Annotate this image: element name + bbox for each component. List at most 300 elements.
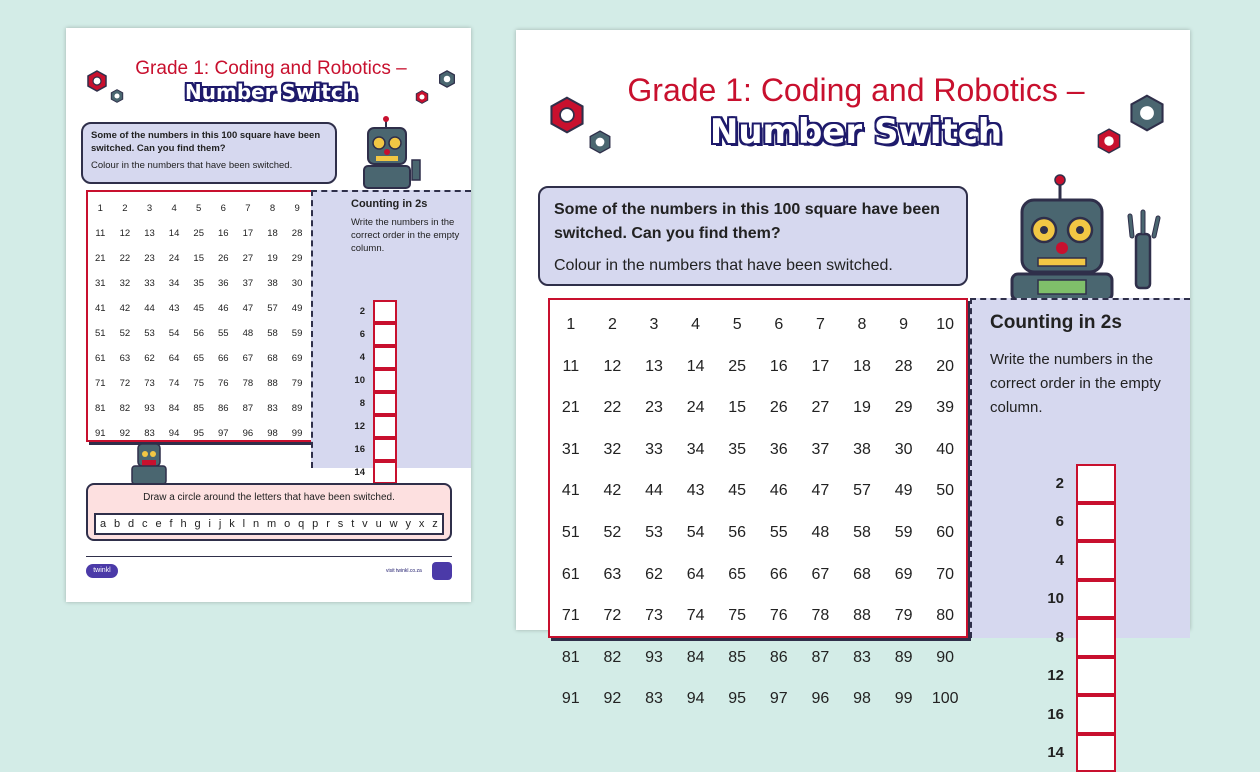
- grid-cell: 53: [633, 512, 675, 554]
- grid-cell: 73: [633, 595, 675, 637]
- grid-cell: 65: [716, 554, 758, 596]
- grid-cell: 92: [113, 421, 138, 446]
- answer-box[interactable]: [373, 392, 397, 415]
- grid-cell: 58: [260, 321, 285, 346]
- grid-cell: 75: [716, 595, 758, 637]
- letters-panel: [86, 483, 452, 541]
- thumb-counting-title: Counting in 2s: [351, 198, 427, 210]
- grid-cell: 47: [800, 470, 842, 512]
- grid-cell: 31: [88, 271, 113, 296]
- grid-cell: 84: [162, 396, 187, 421]
- grid-cell: 8: [841, 304, 883, 346]
- grid-cell: 69: [285, 346, 310, 371]
- letter[interactable]: p: [312, 518, 318, 530]
- grid-cell: 30: [883, 429, 925, 471]
- robot-icon: [356, 116, 426, 188]
- count-number: 14: [1030, 744, 1064, 761]
- grid-cell: 29: [883, 387, 925, 429]
- letter[interactable]: r: [326, 518, 330, 530]
- large-counting-title: Counting in 2s: [990, 312, 1122, 334]
- grid-cell: 33: [137, 271, 162, 296]
- grid-cell: 5: [716, 304, 758, 346]
- letter[interactable]: u: [376, 518, 382, 530]
- grid-cell: 72: [113, 371, 138, 396]
- count-row: [1030, 734, 1116, 772]
- grid-cell: 11: [88, 221, 113, 246]
- grid-cell: 81: [550, 637, 592, 679]
- large-subtitle: Number Switch: [686, 112, 1026, 152]
- grid-cell: 98: [841, 678, 883, 720]
- grid-cell: 94: [675, 678, 717, 720]
- count-number: 10: [343, 375, 365, 386]
- grid-cell: 94: [162, 421, 187, 446]
- letter[interactable]: j: [219, 518, 221, 530]
- grid-cell: 5: [186, 196, 211, 221]
- letter[interactable]: w: [390, 518, 398, 530]
- grid-cell: 84: [675, 637, 717, 679]
- grid-cell: 67: [800, 554, 842, 596]
- grid-cell: 22: [113, 246, 138, 271]
- grid-cell: 23: [633, 387, 675, 429]
- grid-cell: 83: [137, 421, 162, 446]
- grid-cell: 79: [285, 371, 310, 396]
- count-row: [1030, 503, 1116, 542]
- answer-box[interactable]: [373, 415, 397, 438]
- grid-cell: 17: [236, 221, 261, 246]
- thumb-grid: [88, 196, 334, 446]
- letter[interactable]: h: [180, 518, 186, 530]
- hex-nut-icon: [86, 70, 108, 92]
- answer-box[interactable]: [373, 323, 397, 346]
- grid-cell: 50: [924, 470, 966, 512]
- grid-cell: 17: [800, 346, 842, 388]
- grid-cell: 52: [592, 512, 634, 554]
- grid-cell: 100: [924, 678, 966, 720]
- grid-cell: 43: [675, 470, 717, 512]
- grid-cell: 60: [924, 512, 966, 554]
- grid-cell: 83: [260, 396, 285, 421]
- grid-cell: 88: [260, 371, 285, 396]
- grid-cell: 45: [716, 470, 758, 512]
- large-title: Grade 1: Coding and Robotics –: [576, 72, 1136, 109]
- small-robot-icon: [124, 438, 174, 484]
- letter[interactable]: k: [229, 518, 235, 530]
- grid-cell: 55: [758, 512, 800, 554]
- grid-cell: 56: [716, 512, 758, 554]
- grid-cell: 32: [592, 429, 634, 471]
- grid-cell: 64: [162, 346, 187, 371]
- large-instruction-plain: Colour in the numbers that have been switched.: [554, 254, 952, 278]
- grid-cell: 46: [211, 296, 236, 321]
- answer-box[interactable]: [1076, 695, 1116, 734]
- letter[interactable]: l: [243, 518, 245, 530]
- grid-cell: 63: [113, 346, 138, 371]
- grid-cell: 95: [186, 421, 211, 446]
- thumb-counting-panel: [311, 190, 471, 468]
- grid-cell: 93: [633, 637, 675, 679]
- large-hundred-square: [548, 298, 968, 638]
- hex-nut-icon: [438, 70, 456, 88]
- grid-cell: 48: [236, 321, 261, 346]
- grid-cell: 57: [260, 296, 285, 321]
- grid-cell: 85: [716, 637, 758, 679]
- grid-cell: 32: [113, 271, 138, 296]
- grid-cell: 72: [592, 595, 634, 637]
- count-number: 12: [343, 421, 365, 432]
- grid-cell: 64: [675, 554, 717, 596]
- count-row: [343, 346, 397, 369]
- count-row: [343, 300, 397, 323]
- grid-cell: 33: [633, 429, 675, 471]
- grid-cell: 61: [550, 554, 592, 596]
- letter[interactable]: i: [209, 518, 211, 530]
- letter[interactable]: q: [298, 518, 304, 530]
- grid-cell: 51: [550, 512, 592, 554]
- large-instruction-bold: Some of the numbers in this 100 square have been switched. Can you find them?: [554, 198, 952, 246]
- twinkl-logo: twinkl: [86, 564, 118, 578]
- grid-cell: 6: [211, 196, 236, 221]
- grid-cell: 93: [137, 396, 162, 421]
- thumb-instruction-bold: Some of the numbers in this 100 square have been switched. Can you find them?: [91, 129, 327, 155]
- grid-cell: 13: [137, 221, 162, 246]
- grid-cell: 61: [88, 346, 113, 371]
- grid-cell: 24: [162, 246, 187, 271]
- grid-cell: 89: [883, 637, 925, 679]
- grid-cell: 68: [841, 554, 883, 596]
- grid-cell: 25: [186, 221, 211, 246]
- grid-cell: 44: [633, 470, 675, 512]
- letter[interactable]: n: [253, 518, 259, 530]
- grid-cell: 41: [550, 470, 592, 512]
- letter[interactable]: z: [432, 518, 438, 530]
- count-number: 2: [1030, 475, 1064, 492]
- grid-cell: 16: [211, 221, 236, 246]
- grid-cell: 55: [211, 321, 236, 346]
- grid-cell: 2: [592, 304, 634, 346]
- grid-cell: 48: [800, 512, 842, 554]
- grid-cell: 75: [186, 371, 211, 396]
- footer-divider: [86, 556, 452, 557]
- answer-box[interactable]: [1076, 657, 1116, 696]
- grid-cell: 38: [260, 271, 285, 296]
- answer-box[interactable]: [373, 300, 397, 323]
- grid-cell: 57: [841, 470, 883, 512]
- grid-cell: 99: [285, 421, 310, 446]
- grid-cell: 29: [285, 246, 310, 271]
- letter[interactable]: v: [362, 518, 368, 530]
- grid-cell: 51: [88, 321, 113, 346]
- answer-box[interactable]: [1076, 734, 1116, 772]
- grid-cell: 19: [260, 246, 285, 271]
- grid-cell: 7: [800, 304, 842, 346]
- hex-nut-icon: [548, 96, 586, 134]
- answer-box[interactable]: [373, 369, 397, 392]
- grid-cell: 9: [883, 304, 925, 346]
- answer-box[interactable]: [373, 461, 397, 484]
- grid-cell: 42: [113, 296, 138, 321]
- letter[interactable]: b: [114, 518, 120, 530]
- count-row: [1030, 464, 1116, 503]
- grid-cell: 81: [88, 396, 113, 421]
- grid-cell: 36: [758, 429, 800, 471]
- count-number: 10: [1030, 590, 1064, 607]
- count-row: [1030, 541, 1116, 580]
- grid-cell: 78: [800, 595, 842, 637]
- grid-cell: 58: [841, 512, 883, 554]
- answer-box[interactable]: [1076, 464, 1116, 503]
- letter[interactable]: t: [351, 518, 354, 530]
- grid-cell: 31: [550, 429, 592, 471]
- grid-cell: 36: [211, 271, 236, 296]
- grid-cell: 6: [758, 304, 800, 346]
- grid-cell: 59: [285, 321, 310, 346]
- thumb-instruction-bubble: [81, 122, 337, 184]
- grid-cell: 73: [137, 371, 162, 396]
- grid-cell: 52: [113, 321, 138, 346]
- grid-cell: 44: [137, 296, 162, 321]
- grid-cell: 42: [592, 470, 634, 512]
- grid-cell: 66: [758, 554, 800, 596]
- grid-cell: 70: [924, 554, 966, 596]
- letters-strip: [94, 513, 444, 535]
- letter[interactable]: f: [169, 518, 172, 530]
- letter[interactable]: d: [128, 518, 134, 530]
- grid-cell: 7: [236, 196, 261, 221]
- grid-cell: 20: [924, 346, 966, 388]
- grid-cell: 66: [211, 346, 236, 371]
- count-number: 4: [343, 352, 365, 363]
- letter[interactable]: o: [284, 518, 290, 530]
- count-row: [1030, 695, 1116, 734]
- grid-cell: 3: [137, 196, 162, 221]
- twinkl-badge-icon: [432, 562, 452, 580]
- grid-cell: 74: [162, 371, 187, 396]
- grid-cell: 83: [841, 637, 883, 679]
- count-number: 14: [343, 467, 365, 478]
- grid-cell: 82: [592, 637, 634, 679]
- grid-cell: 34: [162, 271, 187, 296]
- grid-cell: 27: [236, 246, 261, 271]
- grid-cell: 27: [800, 387, 842, 429]
- large-grid: [550, 304, 966, 720]
- grid-cell: 49: [285, 296, 310, 321]
- grid-cell: 35: [716, 429, 758, 471]
- count-row: [343, 415, 397, 438]
- count-number: 8: [343, 398, 365, 409]
- letters-title: Draw a circle around the letters that have been switched.: [88, 492, 450, 503]
- grid-cell: 12: [592, 346, 634, 388]
- thumb-subtitle: Number Switch: [156, 80, 386, 104]
- grid-cell: 23: [137, 246, 162, 271]
- grid-cell: 26: [211, 246, 236, 271]
- grid-cell: 18: [841, 346, 883, 388]
- grid-cell: 62: [633, 554, 675, 596]
- letter[interactable]: x: [419, 518, 425, 530]
- grid-cell: 8: [260, 196, 285, 221]
- grid-cell: 39: [924, 387, 966, 429]
- letter[interactable]: s: [338, 518, 344, 530]
- letter[interactable]: m: [267, 518, 276, 530]
- grid-cell: 83: [633, 678, 675, 720]
- answer-box[interactable]: [1076, 503, 1116, 542]
- answer-box[interactable]: [1076, 541, 1116, 580]
- worksheet-thumbnail: [66, 28, 471, 602]
- hex-nut-icon: [1128, 94, 1166, 132]
- count-row: [1030, 657, 1116, 696]
- letter[interactable]: g: [194, 518, 200, 530]
- grid-cell: 87: [236, 396, 261, 421]
- grid-cell: 35: [186, 271, 211, 296]
- grid-cell: 3: [633, 304, 675, 346]
- grid-cell: 88: [841, 595, 883, 637]
- grid-cell: 1: [550, 304, 592, 346]
- grid-cell: 2: [113, 196, 138, 221]
- grid-cell: 97: [211, 421, 236, 446]
- grid-cell: 45: [186, 296, 211, 321]
- grid-cell: 65: [186, 346, 211, 371]
- grid-cell: 19: [841, 387, 883, 429]
- grid-cell: 15: [716, 387, 758, 429]
- count-number: 16: [343, 444, 365, 455]
- large-counting-text: Write the numbers in the correct order in the empty column.: [990, 348, 1170, 420]
- grid-cell: 56: [186, 321, 211, 346]
- grid-cell: 46: [758, 470, 800, 512]
- grid-cell: 21: [550, 387, 592, 429]
- thumb-title: Grade 1: Coding and Robotics –: [106, 58, 436, 80]
- grid-cell: 1: [88, 196, 113, 221]
- grid-cell: 13: [633, 346, 675, 388]
- large-counting-panel: [970, 298, 1190, 638]
- grid-cell: 68: [260, 346, 285, 371]
- grid-cell: 14: [162, 221, 187, 246]
- letter[interactable]: c: [142, 518, 148, 530]
- hex-nut-icon: [1096, 128, 1122, 154]
- grid-cell: 18: [260, 221, 285, 246]
- grid-cell: 28: [285, 221, 310, 246]
- robot-icon: [1000, 174, 1170, 300]
- grid-cell: 4: [162, 196, 187, 221]
- thumb-hundred-square: [86, 190, 336, 442]
- grid-cell: 37: [236, 271, 261, 296]
- large-instruction-bubble: [538, 186, 968, 286]
- grid-cell: 24: [675, 387, 717, 429]
- worksheet-zoomed: [516, 30, 1190, 630]
- grid-cell: 98: [260, 421, 285, 446]
- grid-cell: 79: [883, 595, 925, 637]
- grid-cell: 76: [758, 595, 800, 637]
- grid-cell: 43: [162, 296, 187, 321]
- grid-cell: 86: [758, 637, 800, 679]
- grid-cell: 69: [883, 554, 925, 596]
- count-number: 6: [343, 329, 365, 340]
- grid-cell: 96: [800, 678, 842, 720]
- grid-cell: 86: [211, 396, 236, 421]
- grid-cell: 71: [88, 371, 113, 396]
- grid-cell: 91: [550, 678, 592, 720]
- count-row: [1030, 580, 1116, 619]
- letter[interactable]: a: [100, 518, 106, 530]
- thumb-instruction-plain: Colour in the numbers that have been switched.: [91, 159, 327, 172]
- answer-box[interactable]: [373, 438, 397, 461]
- grid-cell: 49: [883, 470, 925, 512]
- letter[interactable]: e: [155, 518, 161, 530]
- count-row: [343, 438, 397, 461]
- grid-cell: 59: [883, 512, 925, 554]
- hex-nut-icon: [415, 90, 429, 104]
- grid-cell: 87: [800, 637, 842, 679]
- footer-url: visit twinkl.co.za: [386, 568, 422, 574]
- grid-cell: 95: [716, 678, 758, 720]
- grid-cell: 40: [924, 429, 966, 471]
- grid-cell: 54: [162, 321, 187, 346]
- grid-cell: 53: [137, 321, 162, 346]
- count-number: 6: [1030, 513, 1064, 530]
- thumb-counting-text: Write the numbers in the correct order in the empty column.: [351, 216, 461, 255]
- count-row: [343, 369, 397, 392]
- grid-cell: 11: [550, 346, 592, 388]
- grid-cell: 12: [113, 221, 138, 246]
- grid-cell: 74: [675, 595, 717, 637]
- grid-cell: 30: [285, 271, 310, 296]
- count-row: [1030, 618, 1116, 657]
- hex-nut-icon: [110, 89, 124, 103]
- count-row: [343, 392, 397, 415]
- count-number: 8: [1030, 629, 1064, 646]
- grid-cell: 38: [841, 429, 883, 471]
- grid-cell: 25: [716, 346, 758, 388]
- grid-cell: 4: [675, 304, 717, 346]
- hex-nut-icon: [588, 130, 612, 154]
- grid-cell: 47: [236, 296, 261, 321]
- grid-cell: 54: [675, 512, 717, 554]
- grid-cell: 14: [675, 346, 717, 388]
- grid-cell: 15: [186, 246, 211, 271]
- grid-cell: 89: [285, 396, 310, 421]
- count-number: 12: [1030, 667, 1064, 684]
- letter[interactable]: y: [405, 518, 411, 530]
- count-row: [343, 323, 397, 346]
- grid-cell: 21: [88, 246, 113, 271]
- grid-cell: 26: [758, 387, 800, 429]
- grid-cell: 28: [883, 346, 925, 388]
- grid-cell: 91: [88, 421, 113, 446]
- grid-cell: 41: [88, 296, 113, 321]
- grid-cell: 67: [236, 346, 261, 371]
- grid-cell: 99: [883, 678, 925, 720]
- grid-cell: 80: [924, 595, 966, 637]
- grid-cell: 97: [758, 678, 800, 720]
- grid-cell: 63: [592, 554, 634, 596]
- count-number: 16: [1030, 706, 1064, 723]
- grid-cell: 22: [592, 387, 634, 429]
- grid-cell: 76: [211, 371, 236, 396]
- grid-cell: 37: [800, 429, 842, 471]
- grid-cell: 78: [236, 371, 261, 396]
- answer-box[interactable]: [1076, 618, 1116, 657]
- grid-cell: 62: [137, 346, 162, 371]
- grid-cell: 96: [236, 421, 261, 446]
- grid-cell: 10: [924, 304, 966, 346]
- grid-cell: 85: [186, 396, 211, 421]
- grid-cell: 82: [113, 396, 138, 421]
- grid-cell: 16: [758, 346, 800, 388]
- answer-box[interactable]: [1076, 580, 1116, 619]
- grid-cell: 71: [550, 595, 592, 637]
- count-number: 4: [1030, 552, 1064, 569]
- answer-box[interactable]: [373, 346, 397, 369]
- grid-cell: 34: [675, 429, 717, 471]
- grid-cell: 90: [924, 637, 966, 679]
